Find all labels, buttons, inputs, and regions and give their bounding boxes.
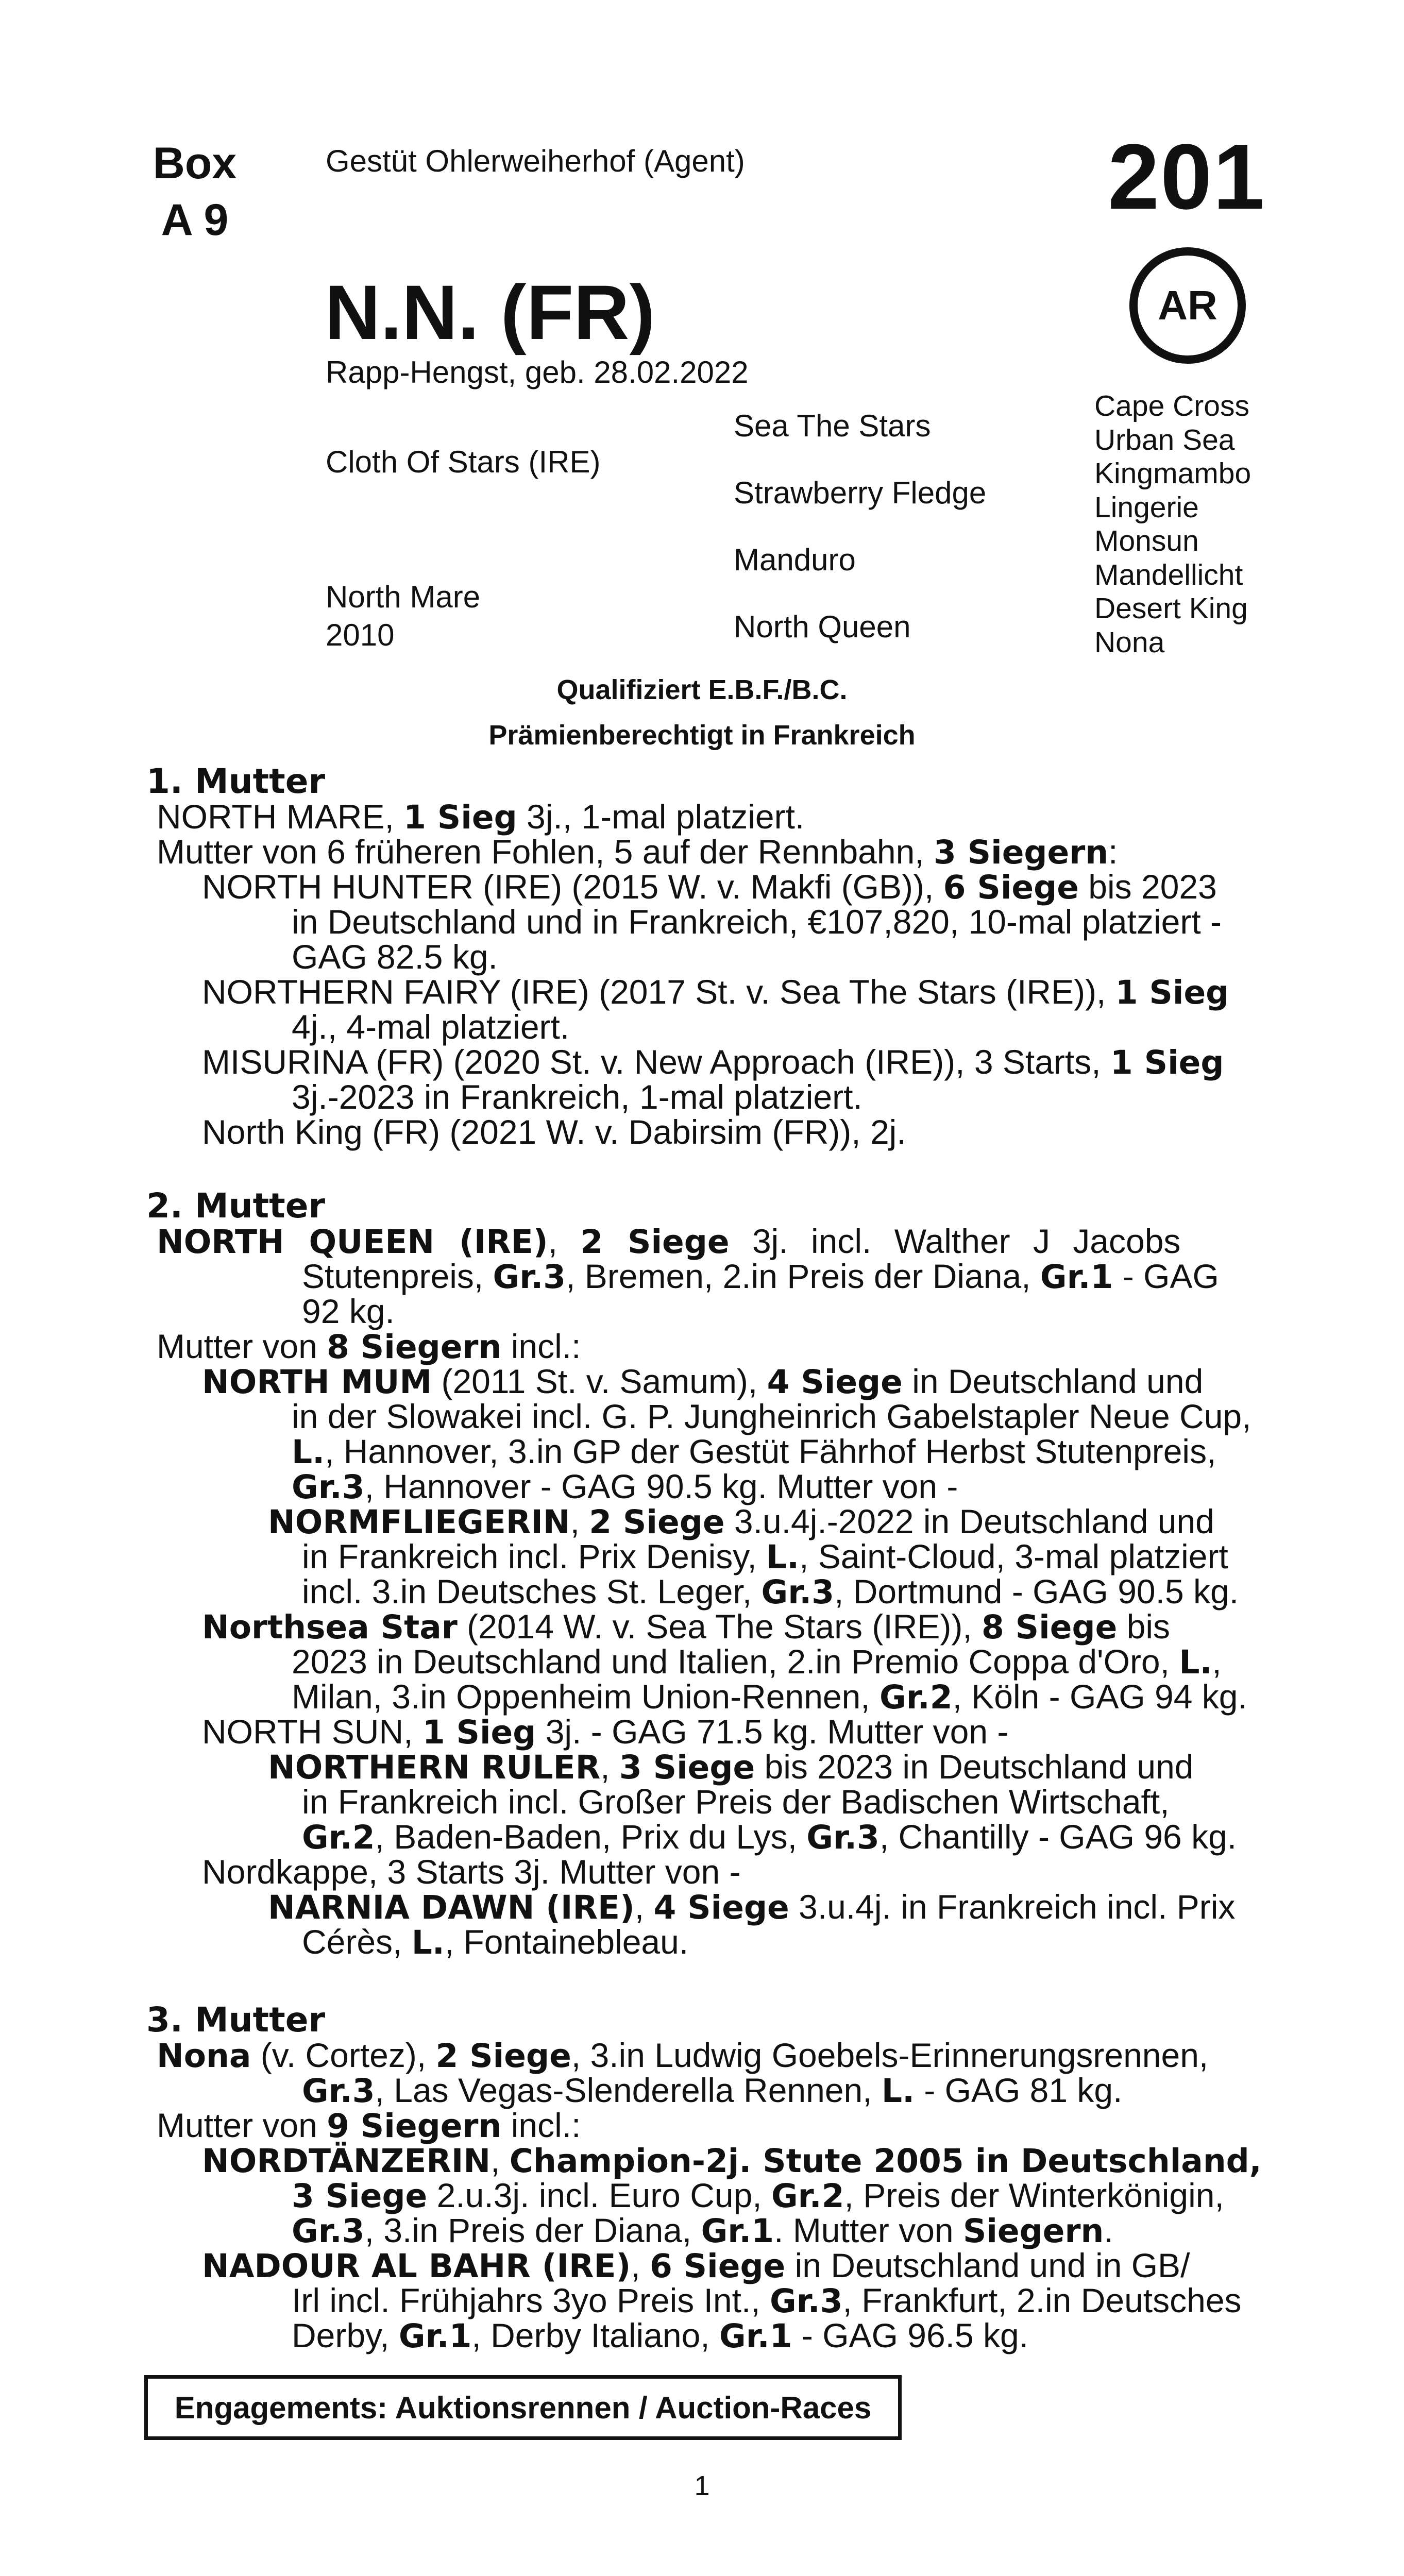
first-dam-line: GAG 82.5 kg. — [292, 938, 498, 976]
second-dam-line: NORTH SUN, 1 Sieg 3j. - GAG 71.5 kg. Mutter von - — [202, 1713, 1009, 1751]
page-number: 1 — [694, 2470, 710, 2501]
first-dam-line: NORTH MARE, 1 Sieg 3j., 1-mal platziert. — [157, 798, 805, 836]
pedigree-gen3-item: Urban Sea — [1094, 423, 1235, 456]
second-dam-line: incl. 3.in Deutsches St. Leger, Gr.3, Dortmund - GAG 90.5 kg. — [302, 1572, 1239, 1611]
second-dam-line: NORTH QUEEN (IRE), 2 Siege 3j. incl. Walther J Jacobs — [157, 1222, 1181, 1261]
third-dam-line: Irl incl. Frühjahrs 3yo Preis Int., Gr.3, Frankfurt, 2.in Deutsches — [292, 2281, 1242, 2320]
second-dam-line: in Frankreich incl. Großer Preis der Badischen Wirtschaft, — [302, 1783, 1170, 1821]
third-dam-line: Gr.3, Las Vegas-Slenderella Rennen, L. - GAG 81 kg. — [302, 2071, 1123, 2110]
qualified-note: Qualifiziert E.B.F./B.C. — [556, 674, 848, 705]
first-dam-heading: 1. Mutter — [146, 761, 326, 801]
second-dam-line: L., Hannover, 3.in GP der Gestüt Fährhof Herbst Stutenpreis, — [292, 1432, 1216, 1471]
pedigree-gen3-item: Nona — [1094, 625, 1165, 659]
second-dam-line: 92 kg. — [302, 1292, 395, 1330]
box-label — [148, 135, 241, 248]
horse-description: Rapp-Hengst, geb. 28.02.2022 — [326, 355, 749, 389]
first-dam-line: NORTHERN FAIRY (IRE) (2017 St. v. Sea The Stars (IRE)), 1 Sieg — [202, 973, 1229, 1011]
pedigree-dam: North Mare — [326, 580, 481, 614]
second-dam-heading: 2. Mutter — [146, 1186, 326, 1226]
pedigree-sire: Cloth Of Stars (IRE) — [326, 445, 601, 479]
third-dam-line: Gr.3, 3.in Preis der Diana, Gr.1. Mutter von Siegern. — [292, 2211, 1113, 2250]
second-dam-line: in der Slowakei incl. G. P. Jungheinrich Gabelstapler Neue Cup, — [292, 1397, 1251, 1435]
pedigree-dam-sire: Manduro — [734, 543, 856, 577]
second-dam-line: Nordkappe, 3 Starts 3j. Mutter von - — [202, 1853, 741, 1891]
ar-badge-label: AR — [1158, 282, 1217, 328]
pedigree-sire-dam: Strawberry Fledge — [734, 476, 987, 510]
second-dam-line: Gr.2, Baden-Baden, Prix du Lys, Gr.3, Chantilly - GAG 96 kg. — [302, 1818, 1237, 1856]
ar-badge-icon — [1129, 247, 1246, 364]
first-dam-line: 4j., 4-mal platziert. — [292, 1008, 570, 1046]
third-dam-line: NORDTÄNZERIN, Champion-2j. Stute 2005 in Deutschland, — [202, 2141, 1262, 2180]
pedigree-gen3-item: Cape Cross — [1094, 389, 1249, 422]
engagements-box — [144, 2375, 902, 2440]
second-dam-line: Cérès, L., Fontainebleau. — [302, 1923, 689, 1961]
second-dam-line: NORTH MUM (2011 St. v. Samum), 4 Siege in Deutschland und — [202, 1362, 1204, 1401]
second-dam-line: Mutter von 8 Siegern incl.: — [157, 1327, 581, 1366]
second-dam-line: Northsea Star (2014 W. v. Sea The Stars (IRE)), 8 Siege bis — [202, 1607, 1171, 1646]
box-line-1: Box — [153, 139, 237, 188]
third-dam-heading: 3. Mutter — [146, 2000, 326, 2040]
premium-note: Prämienberechtigt in Frankreich — [488, 720, 916, 751]
second-dam-line: Milan, 3.in Oppenheim Union-Rennen, Gr.2, Köln - GAG 94 kg. — [292, 1677, 1247, 1716]
second-dam-line: NORTHERN RULER, 3 Siege bis 2023 in Deutschland und — [268, 1748, 1194, 1786]
pedigree-gen3-item: Mandellicht — [1094, 558, 1243, 591]
first-dam-line: 3j.-2023 in Frankreich, 1-mal platziert. — [292, 1078, 862, 1116]
lot-number: 201 — [1108, 125, 1266, 229]
second-dam-line: 2023 in Deutschland und Italien, 2.in Premio Coppa d'Oro, L., — [292, 1642, 1222, 1681]
pedigree-gen3-item: Kingmambo — [1094, 457, 1251, 490]
engagements-label: Engagements: Auktionsrennen / Auction-Races — [174, 2390, 872, 2425]
pedigree-gen3-item: Monsun — [1094, 524, 1199, 557]
agent-name: Gestüt Ohlerweiherhof (Agent) — [326, 144, 745, 178]
pedigree-dam-year: 2010 — [326, 618, 395, 652]
third-dam-line: Derby, Gr.1, Derby Italiano, Gr.1 - GAG 96.5 kg. — [292, 2316, 1029, 2355]
pedigree-gen3-item: Desert King — [1094, 592, 1248, 625]
third-dam-line: Nona (v. Cortez), 2 Siege, 3.in Ludwig Goebels-Erinnerungsrennen, — [157, 2036, 1209, 2075]
horse-name: N.N. (FR) — [325, 269, 655, 355]
first-dam-line: Mutter von 6 früheren Fohlen, 5 auf der Rennbahn, 3 Siegern: — [157, 833, 1118, 871]
pedigree-third-generation — [1094, 389, 1251, 659]
second-dam-line: NARNIA DAWN (IRE), 4 Siege 3.u.4j. in Frankreich incl. Prix — [268, 1888, 1236, 1926]
first-dam-line: in Deutschland und in Frankreich, €107,820, 10-mal platziert - — [292, 903, 1222, 941]
pedigree-sire-sire: Sea The Stars — [734, 409, 931, 443]
third-dam-line: Mutter von 9 Siegern incl.: — [157, 2106, 581, 2145]
first-dam-line: MISURINA (FR) (2020 St. v. New Approach (IRE)), 3 Starts, 1 Sieg — [202, 1043, 1224, 1081]
second-dam-line: Stutenpreis, Gr.3, Bremen, 2.in Preis der Diana, Gr.1 - GAG — [302, 1257, 1219, 1296]
first-dam-line: NORTH HUNTER (IRE) (2015 W. v. Makfi (GB)), 6 Siege bis 2023 — [202, 868, 1217, 906]
second-dam-line: NORMFLIEGERIN, 2 Siege 3.u.4j.-2022 in Deutschland und — [268, 1502, 1214, 1541]
third-dam-line: 3 Siege 2.u.3j. incl. Euro Cup, Gr.2, Preis der Winterkönigin, — [292, 2176, 1224, 2215]
first-dam-line: North King (FR) (2021 W. v. Dabirsim (FR)), 2j. — [202, 1113, 906, 1151]
pedigree-gen3-item: Lingerie — [1094, 490, 1199, 524]
third-dam-line: NADOUR AL BAHR (IRE), 6 Siege in Deutschland und in GB/ — [202, 2246, 1190, 2285]
second-dam-line: in Frankreich incl. Prix Denisy, L., Saint-Cloud, 3-mal platziert — [302, 1537, 1228, 1576]
box-line-2: A 9 — [161, 195, 229, 245]
pedigree-dam-dam: North Queen — [734, 609, 911, 644]
second-dam-line: Gr.3, Hannover - GAG 90.5 kg. Mutter von - — [292, 1467, 958, 1506]
